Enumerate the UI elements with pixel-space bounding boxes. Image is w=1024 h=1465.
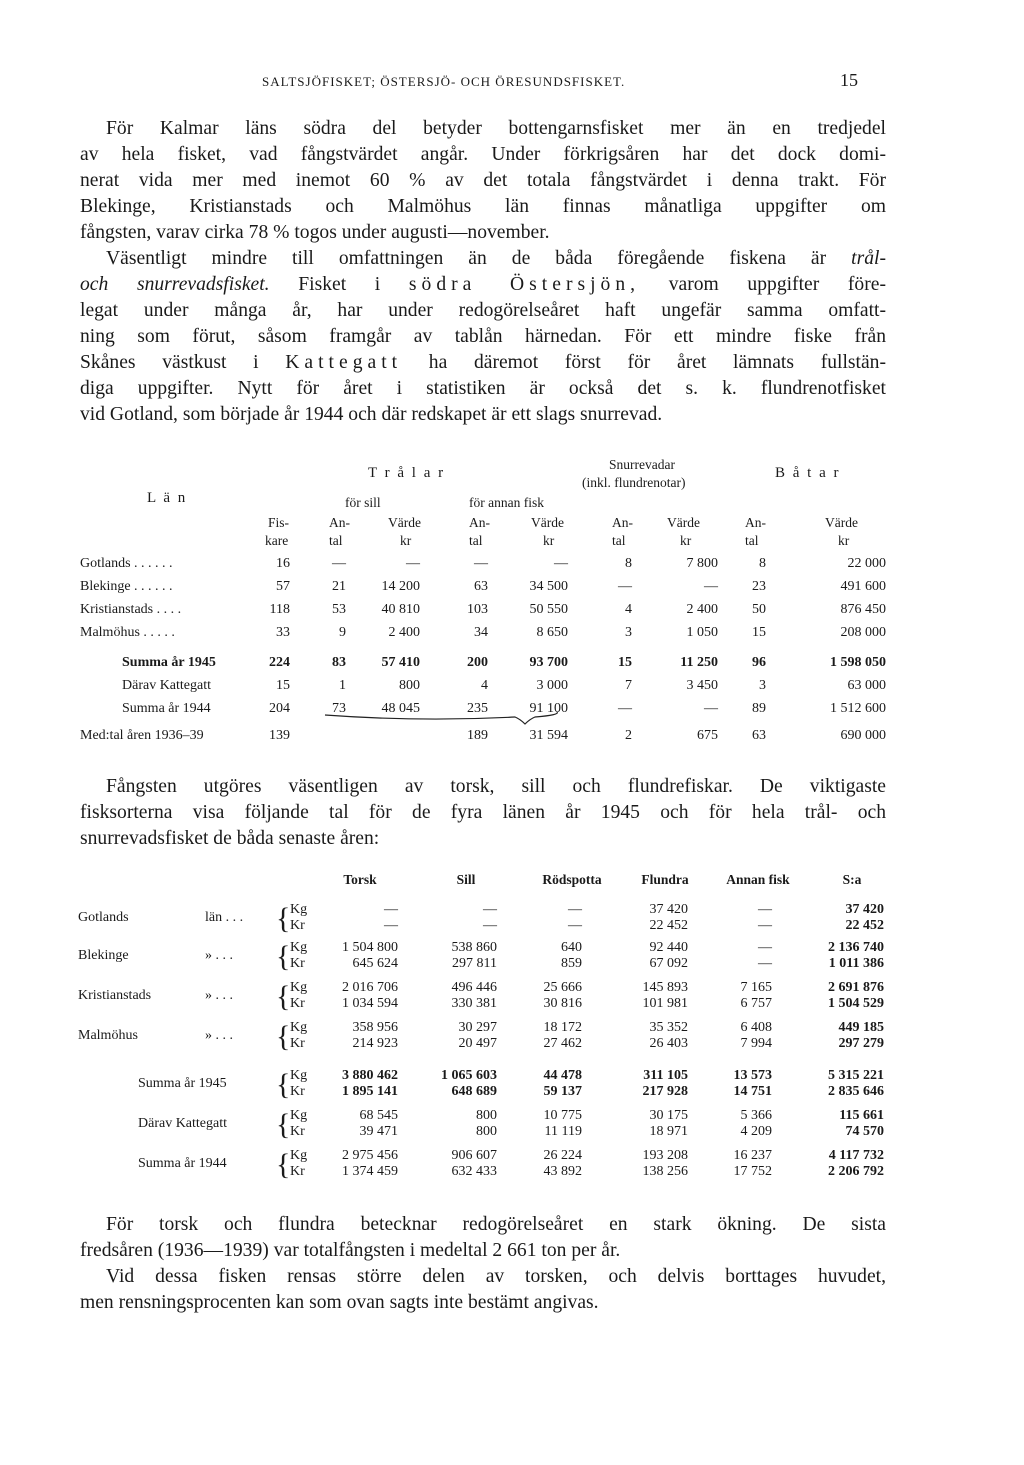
table-cell: 25 666 xyxy=(543,980,582,995)
unit-label: Kg xyxy=(290,1020,308,1035)
row-label: Blekinge . . . . . . xyxy=(80,579,173,594)
row-label: Summa år 1944 xyxy=(138,1156,227,1171)
table-cell: 96 xyxy=(752,655,766,670)
table-cell: 7 994 xyxy=(740,1036,772,1051)
text-line: nerat vida mer med inemot 60 % av det totala fångstvärdet i denna trakt. För xyxy=(80,170,886,191)
brace-icon: { xyxy=(276,1108,291,1141)
table-cell: — xyxy=(332,556,346,571)
text-span: Fisket i xyxy=(298,274,381,295)
table-cell: 139 xyxy=(269,728,290,743)
unit-label: Kg xyxy=(290,1148,308,1163)
text-span: Väsentligt mindre till omfattningen än de båda föregående fiskena är xyxy=(106,248,827,269)
table-cell: 1 895 141 xyxy=(342,1084,398,1099)
text-span: ha däremot först för året lämnats fullstän- xyxy=(428,352,886,373)
table-cell: 7 xyxy=(625,678,632,693)
table-cell: 16 237 xyxy=(733,1148,772,1163)
table-cell: — xyxy=(758,918,772,933)
column-header: Sill xyxy=(456,872,476,887)
brace-icon: { xyxy=(276,980,291,1013)
table-cell: 2 400 xyxy=(388,625,420,640)
row-label-suffix: län . . . xyxy=(205,910,244,925)
table-cell: 21 xyxy=(332,579,346,594)
table-cell: 3 000 xyxy=(536,678,568,693)
unit-label: Kr xyxy=(290,996,305,1011)
table-cell: 30 816 xyxy=(543,996,582,1011)
header-for-annan-fisk: för annan fisk xyxy=(469,495,544,510)
table-cell: 18 971 xyxy=(649,1124,688,1139)
table-cell: 10 775 xyxy=(543,1108,582,1123)
table-cell: 37 420 xyxy=(649,902,688,917)
table-cell: 43 892 xyxy=(543,1164,582,1179)
emphasis-text: trål- xyxy=(851,248,886,269)
table-cell: 311 105 xyxy=(643,1068,688,1083)
table-cell: 74 570 xyxy=(845,1124,884,1139)
table-cell: 26 403 xyxy=(649,1036,688,1051)
table-cell: 297 279 xyxy=(838,1036,884,1051)
text-line: snurrevadsfisket de båda senaste åren: xyxy=(80,828,380,849)
row-label: Med:tal åren 1936–39 xyxy=(80,728,204,743)
table-cell: 23 xyxy=(752,579,766,594)
table-cell: 491 600 xyxy=(840,579,886,594)
text-line: ning som förut, såsom framgår av tablån härnedan. För ett mindre fiske från xyxy=(80,326,886,347)
table-cell: 4 117 732 xyxy=(828,1148,884,1163)
header-antal: tal xyxy=(612,533,626,548)
table-cell: 115 661 xyxy=(839,1108,884,1123)
table-cell: 63 000 xyxy=(847,678,886,693)
unit-label: Kg xyxy=(290,1068,308,1083)
header-varde: Värde xyxy=(388,515,421,530)
table-cell: 6 408 xyxy=(740,1020,772,1035)
table-cell: 189 xyxy=(467,728,488,743)
table-cell: 1 011 386 xyxy=(828,956,884,971)
header-antal: tal xyxy=(745,533,759,548)
brace-icon: { xyxy=(276,1068,291,1101)
table-cell: 22 000 xyxy=(847,556,886,571)
header-antal: tal xyxy=(469,533,483,548)
text-line: legat under många år, har under redogörelseåret haft ungefär samma omfatt- xyxy=(80,300,886,321)
table-cell: 4 xyxy=(481,678,488,693)
column-header: Annan fisk xyxy=(726,872,790,887)
table-cell: 14 751 xyxy=(733,1084,772,1099)
table-cell: 3 xyxy=(625,625,632,640)
table-cell: 2 016 706 xyxy=(342,980,398,995)
text-line: Fångsten utgöres väsentligen av torsk, sill och flundrefiskar. De viktigaste xyxy=(106,776,886,797)
text-line: diga uppgifter. Nytt för året i statistiken är också det s. k. flundrenotfisket xyxy=(80,378,886,399)
unit-label: Kr xyxy=(290,1036,305,1051)
table-cell: 1 504 529 xyxy=(828,996,884,1011)
table-cell: 101 981 xyxy=(642,996,688,1011)
table-cell: 1 512 600 xyxy=(830,701,886,716)
table-cell: 31 594 xyxy=(529,728,568,743)
table-cell: — xyxy=(568,902,582,917)
table-cell: 30 175 xyxy=(649,1108,688,1123)
table-cell: 15 xyxy=(618,655,632,670)
table-cell: 35 352 xyxy=(649,1020,688,1035)
spaced-text: södra Östersjön, xyxy=(408,274,641,295)
table-cell: 11 250 xyxy=(680,655,718,670)
table-cell: 2 xyxy=(625,728,632,743)
header-kr: kr xyxy=(680,533,692,548)
table-cell: 204 xyxy=(269,701,290,716)
header-varde: Värde xyxy=(825,515,858,530)
brace-icon: { xyxy=(276,940,291,973)
page-number: 15 xyxy=(840,70,858,90)
table-cell: 690 000 xyxy=(840,728,886,743)
brace-icon: { xyxy=(276,1148,291,1181)
unit-label: Kr xyxy=(290,1124,305,1139)
table-cell: 538 860 xyxy=(451,940,497,955)
table-cell: 7 165 xyxy=(740,980,772,995)
header-varde: Värde xyxy=(667,515,700,530)
table-cell: 17 752 xyxy=(733,1164,772,1179)
table-cell: 906 607 xyxy=(451,1148,497,1163)
text-line: fisksorterna visa följande tal för de fyra länen år 1945 och för hela trål- och xyxy=(80,802,886,823)
text-line: För torsk och flundra betecknar redogörelseåret en stark ökning. De sista xyxy=(106,1214,886,1235)
table-cell: 200 xyxy=(467,655,488,670)
header-for-sill: för sill xyxy=(345,495,381,510)
row-label-suffix: » . . . xyxy=(205,948,233,963)
header-batar: B å t a r xyxy=(775,465,841,481)
table-cell: 496 446 xyxy=(451,980,497,995)
table-cell: 2 400 xyxy=(686,602,718,617)
row-label: Summa år 1945 xyxy=(138,1076,227,1091)
table-cell: 39 471 xyxy=(359,1124,398,1139)
table-brace-line xyxy=(325,712,557,724)
table-cell: 217 928 xyxy=(642,1084,688,1099)
text-line: vid Gotland, som började år 1944 och där redskapet är ett slags snurrevad. xyxy=(80,404,663,425)
table-cell: 449 185 xyxy=(838,1020,884,1035)
table-cell: 15 xyxy=(752,625,766,640)
table-cell: — xyxy=(618,701,632,716)
table-cell: 53 xyxy=(332,602,346,617)
column-header: S:a xyxy=(842,872,862,887)
table-cell: 214 923 xyxy=(352,1036,398,1051)
table-cell: 800 xyxy=(476,1108,497,1123)
row-label: Malmöhus . . . . . xyxy=(80,625,175,640)
header-lan: L ä n xyxy=(147,490,188,506)
header-antal: An- xyxy=(329,515,350,530)
table-cell: 648 689 xyxy=(451,1084,497,1099)
header-tralar: T r å l a r xyxy=(368,465,446,481)
table-cell: 1 034 594 xyxy=(342,996,398,1011)
table-cell: 3 880 462 xyxy=(342,1068,398,1083)
table-cell: 57 xyxy=(276,579,290,594)
table-cell: 859 xyxy=(561,956,582,971)
table-cell: 193 208 xyxy=(642,1148,688,1163)
table-cell: 4 209 xyxy=(740,1124,772,1139)
table-cell: 8 650 xyxy=(536,625,568,640)
table-cell: — xyxy=(554,556,568,571)
table-cell: 68 545 xyxy=(359,1108,398,1123)
header-fiskare: kare xyxy=(265,533,289,548)
unit-label: Kr xyxy=(290,1164,305,1179)
header-kr: kr xyxy=(400,533,412,548)
table-cell: 91 100 xyxy=(529,701,568,716)
table-cell: 92 440 xyxy=(649,940,688,955)
table-cell: 1 598 050 xyxy=(830,655,886,670)
header-antal: tal xyxy=(329,533,343,548)
table-cell: 73 xyxy=(332,701,346,716)
header-antal: An- xyxy=(745,515,766,530)
text-line: Vid dessa fisken rensas större delen av torsken, och delvis borttages huvudet, xyxy=(106,1266,886,1287)
table-cell: 7 800 xyxy=(686,556,718,571)
unit-label: Kr xyxy=(290,956,305,971)
row-label: Därav Kattegatt xyxy=(122,678,212,693)
table-cell: — xyxy=(406,556,420,571)
text-line: men rensningsprocenten kan som ovan sagts inte bestämt angivas. xyxy=(80,1292,599,1313)
table-cell: 37 420 xyxy=(845,902,884,917)
table-cell: 63 xyxy=(752,728,766,743)
paragraph-torsk-flundra xyxy=(80,1212,886,1316)
table-cell: 44 478 xyxy=(543,1068,582,1083)
table-cell: 26 224 xyxy=(543,1148,582,1163)
table-cell: — xyxy=(758,956,772,971)
table-cell: 34 xyxy=(474,625,488,640)
table-cell: 6 757 xyxy=(740,996,772,1011)
table-cell: 30 297 xyxy=(458,1020,497,1035)
row-label: Summa år 1944 xyxy=(122,701,211,716)
header-snurrevadar-sub: (inkl. flundrenotar) xyxy=(582,475,686,490)
table-cell: 118 xyxy=(269,602,290,617)
table-cell: 63 xyxy=(474,579,488,594)
paragraph-fangsten xyxy=(80,774,886,852)
table-cell: 16 xyxy=(276,556,290,571)
table-cell: 1 374 459 xyxy=(342,1164,398,1179)
table-cell: 330 381 xyxy=(451,996,497,1011)
table-cell: 632 433 xyxy=(451,1164,497,1179)
row-label: Gotlands . . . . . . xyxy=(80,556,173,571)
table-cell: 2 136 740 xyxy=(828,940,884,955)
emphasis-text: och snurrevadsfisket. xyxy=(80,274,270,295)
table-cell: 358 956 xyxy=(352,1020,398,1035)
table-cell: — xyxy=(483,918,497,933)
table-cell: 800 xyxy=(399,678,420,693)
table-cell: 48 045 xyxy=(381,701,420,716)
row-label: Kristianstads xyxy=(78,988,152,1003)
table-cell: 50 xyxy=(752,602,766,617)
column-header: Rödspotta xyxy=(542,872,602,887)
table-cell: 27 462 xyxy=(543,1036,582,1051)
table-cell: 13 573 xyxy=(733,1068,772,1083)
table-cell: 103 xyxy=(467,602,488,617)
table-cell: 11 119 xyxy=(544,1124,582,1139)
table-cell: 145 893 xyxy=(642,980,688,995)
text-line: fredsåren (1936—1939) var totalfångsten i medeltal 2 661 ton per år. xyxy=(80,1240,621,1261)
table-cell: — xyxy=(704,701,718,716)
table-cell: 18 172 xyxy=(543,1020,582,1035)
header-antal: An- xyxy=(469,515,490,530)
table-cell: 2 691 876 xyxy=(828,980,884,995)
unit-label: Kg xyxy=(290,940,308,955)
table-cell: 2 975 456 xyxy=(342,1148,398,1163)
column-header: Torsk xyxy=(343,872,377,887)
table-cell: 800 xyxy=(476,1124,497,1139)
table-cell: — xyxy=(384,918,398,933)
table-cell: 645 624 xyxy=(352,956,398,971)
table-cell: 40 810 xyxy=(381,602,420,617)
row-label: Malmöhus xyxy=(78,1028,138,1043)
unit-label: Kr xyxy=(290,1084,305,1099)
table-cell: 3 450 xyxy=(686,678,718,693)
table-cell: 22 452 xyxy=(845,918,884,933)
table-cell: 1 050 xyxy=(686,625,718,640)
row-label: Gotlands xyxy=(78,910,129,925)
table-cell: 33 xyxy=(276,625,290,640)
table-cell: 297 811 xyxy=(452,956,497,971)
table-cell: 224 xyxy=(269,655,290,670)
table-cell: — xyxy=(758,902,772,917)
spaced-text: Kattegatt xyxy=(285,352,403,373)
table-cell: 22 452 xyxy=(649,918,688,933)
table-cell: 138 256 xyxy=(642,1164,688,1179)
table-cell: 876 450 xyxy=(840,602,886,617)
table-cell: — xyxy=(568,918,582,933)
running-title: SALTSJÖFISKET; ÖSTERSJÖ- OCH ÖRESUNDSFISKET. xyxy=(262,74,626,89)
text-line: av hela fisket, vad fångstvärdet angår. Under förkrigsåren har det dock domi- xyxy=(80,144,886,165)
unit-label: Kg xyxy=(290,980,308,995)
row-label-suffix: » . . . xyxy=(205,1028,233,1043)
table-cell: 59 137 xyxy=(543,1084,582,1099)
table-cell: 1 xyxy=(339,678,346,693)
table-cell: 675 xyxy=(697,728,718,743)
table-cell: 15 xyxy=(276,678,290,693)
table-cell: 1 065 603 xyxy=(441,1068,497,1083)
table-cell: — xyxy=(704,579,718,594)
header-fiskare: Fis- xyxy=(268,515,290,530)
row-label-suffix: » . . . xyxy=(205,988,233,1003)
table-cell: 20 497 xyxy=(458,1036,497,1051)
row-label: Kristianstads . . . . xyxy=(80,602,182,617)
unit-label: Kg xyxy=(290,1108,308,1123)
table-cell: 50 550 xyxy=(529,602,568,617)
row-label: Därav Kattegatt xyxy=(138,1116,228,1131)
table-cell: 34 500 xyxy=(529,579,568,594)
table-cell: — xyxy=(758,940,772,955)
table-cell: 2 206 792 xyxy=(828,1164,884,1179)
brace-icon: { xyxy=(276,1020,291,1053)
row-label: Blekinge xyxy=(78,948,129,963)
text-span: varom uppgifter före- xyxy=(668,274,886,295)
table-cell: 3 xyxy=(759,678,766,693)
table-cell: 93 700 xyxy=(529,655,568,670)
table-cell: 14 200 xyxy=(381,579,420,594)
table-cell: 4 xyxy=(625,602,632,617)
table-cell: 9 xyxy=(339,625,346,640)
table-cell: — xyxy=(618,579,632,594)
table-cell: 208 000 xyxy=(840,625,886,640)
header-varde: Värde xyxy=(531,515,564,530)
table-cell: 57 410 xyxy=(381,655,420,670)
column-header: Flundra xyxy=(641,872,689,887)
text-span: Skånes västkust i xyxy=(80,352,259,373)
unit-label: Kg xyxy=(290,902,308,917)
table-cell: — xyxy=(474,556,488,571)
table-cell: 8 xyxy=(759,556,766,571)
table-cell: 89 xyxy=(752,701,766,716)
unit-label: Kr xyxy=(290,918,305,933)
text-line: Blekinge, Kristianstads och Malmöhus län finnas månatliga uppgifter om xyxy=(80,196,886,217)
table-cell: 83 xyxy=(332,655,346,670)
table-cell: 5 315 221 xyxy=(828,1068,884,1083)
table-cell: 235 xyxy=(467,701,488,716)
header-kr: kr xyxy=(838,533,850,548)
table-cell: — xyxy=(384,902,398,917)
table-cell: 2 835 646 xyxy=(828,1084,884,1099)
table-cell: 8 xyxy=(625,556,632,571)
header-kr: kr xyxy=(543,533,555,548)
row-label: Summa år 1945 xyxy=(122,655,216,670)
table-cell: 1 504 800 xyxy=(342,940,398,955)
header-antal: An- xyxy=(612,515,633,530)
brace-icon: { xyxy=(276,902,291,935)
table-cell: 640 xyxy=(561,940,582,955)
text-line: fångsten, varav cirka 78 % togos under augusti—november. xyxy=(80,222,550,243)
table-cell: — xyxy=(483,902,497,917)
header-snurrevadar: Snurrevadar xyxy=(609,457,675,472)
table-cell: 5 366 xyxy=(740,1108,772,1123)
text-line: För Kalmar läns södra del betyder bottengarnsfisket mer än en tredjedel xyxy=(106,118,886,139)
table-cell: 67 092 xyxy=(649,956,688,971)
